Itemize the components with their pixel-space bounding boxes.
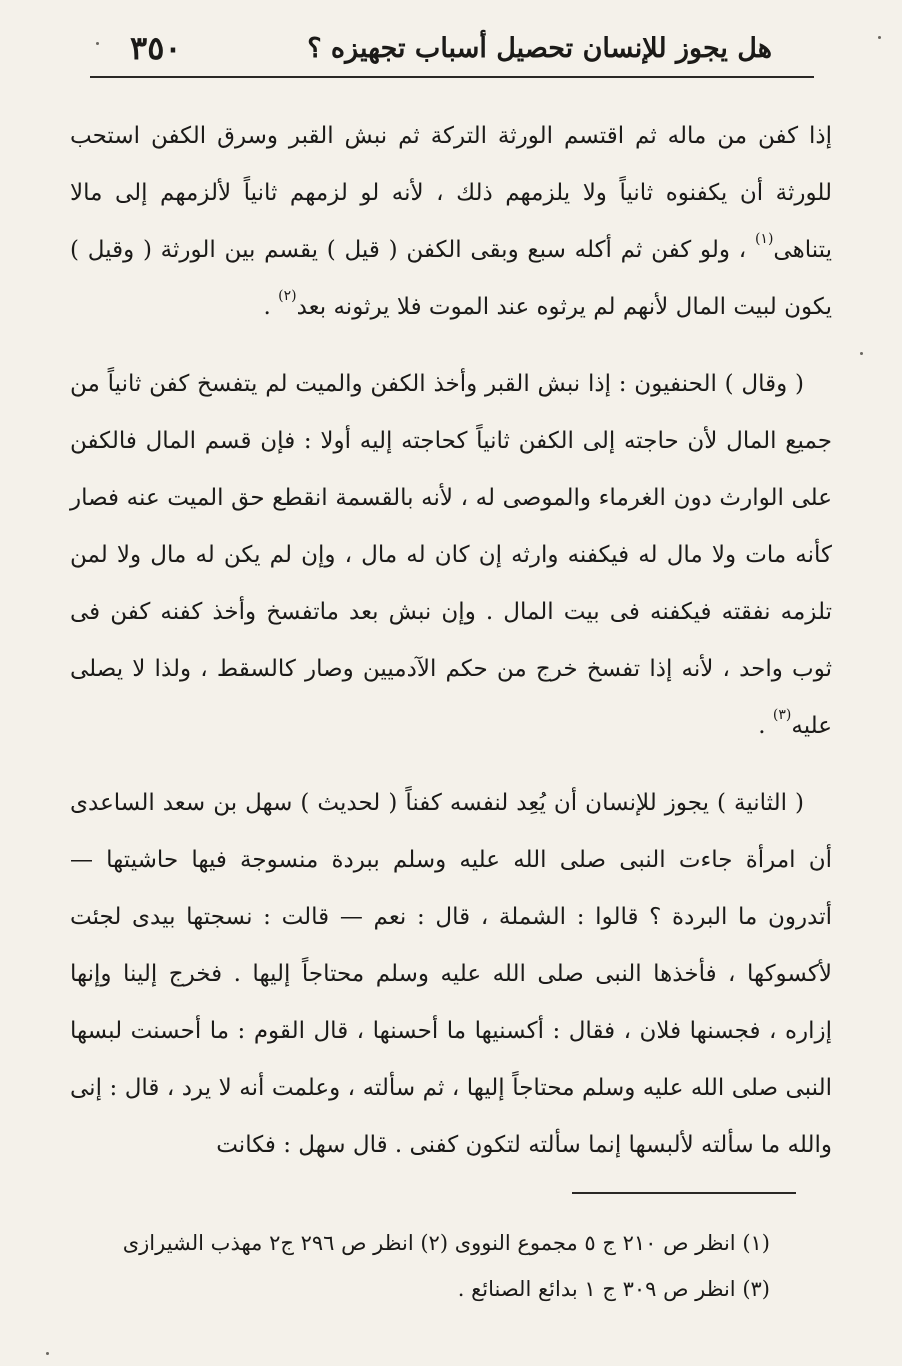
- header-rule: [90, 76, 814, 78]
- paragraph-2-text: ( وقال ) الحنفيون : إذا نبش القبر وأخذ الكفن والميت لم يتفسخ كفن ثانياً من جميع المال لأن حاجته إلى الكفن ثانياً كحاجته إليه أولا : فإن قسم المال فالكفن على الوارث دون الغرماء والموصى له ، لأنه بالقسمة انقطع حق الميت عنه فصار كأنه مات ولا مال له فيكفنه وارثه إن كان له مال ، وإن لم يكن له مال ولا لمن تلزمه نفقته فيكفنه فى بيت المال . وإن نبش بعد ماتفسخ وأخذ كفنه كفن فى ثوب واحد ، لأنه إذا تفسخ خرج من حكم الآدميين وصار كالسقط ، ولذا لا يصلى عليه: [70, 371, 832, 739]
- footnote-rule: [572, 1192, 796, 1194]
- paper-speck: [96, 42, 99, 45]
- footnote-ref-1: (١): [754, 231, 774, 247]
- page-number: ٣٥٠: [130, 29, 182, 67]
- paragraph-3-text: ( الثانية ) يجوز للإنسان أن يُعِد لنفسه كفناً ( لحديث ) سهل بن سعد الساعدى أن امرأة جاءت النبى صلى الله عليه وسلم ببردة منسوجة فيها حاشيتها — أتدرون ما البردة ؟ قالوا : الشملة ، قال : نعم — قالت : نسجتها بيدى لجئت لأكسوكها ، فأخذها النبى صلى الله عليه وسلم محتاجاً إليها . فخرج إلينا وإنها إزاره ، فجسنها فلان ، فقال : أكسنيها ما أحسنها ، قال القوم : ما أحسنت لبسها النبى صلى الله عليه وسلم محتاجاً إليها ، ثم سألته ، وعلمت أنه لا يرد ، قال : إنى والله ما سألته لألبسها إنما سألته لتكون كفنى . قال سهل : فكانت: [70, 790, 832, 1158]
- paragraph-3: [70, 775, 832, 1174]
- footnote-ref-3: (٣): [772, 707, 792, 723]
- paragraph-1-end: .: [263, 294, 271, 320]
- footnote-line-2: (٣) انظر ص ٣٠٩ ج ١ بدائع الصنائع .: [457, 1277, 770, 1301]
- running-title: هل يجوز للإنسان تحصيل أسباب تجهيزه ؟: [307, 32, 772, 64]
- paper-speck: [878, 36, 881, 39]
- running-head: [130, 28, 772, 68]
- footnote-ref-2: (٢): [278, 288, 297, 304]
- footnote-line-1: (١) انظر ص ٢١٠ ج ٥ مجموع النووى (٢) انظر ص ٢٩٦ ج٢ مهذب الشيرازى: [122, 1231, 770, 1255]
- footnotes: [60, 1220, 770, 1312]
- paragraph-2-end: .: [758, 713, 766, 739]
- paragraph-1-text-cont: ، ولو كفن ثم أكله سبع وبقى الكفن ( قيل ) يقسم بين الورثة ( وقيل ) يكون لبيت المال لأنهم لم يرثوه عند الموت فلا يرثونه بعد: [70, 237, 832, 320]
- main-text: [70, 108, 832, 1194]
- paragraph-2: [70, 356, 832, 755]
- paragraph-1-text: إذا كفن من ماله ثم اقتسم الورثة التركة ثم نبش القبر وسرق الكفن استحب للورثة أن يكفنوه ثانياً ولا يلزمهم ذلك ، لأنه لو لزمهم ثانياً لألزمهم إلى مالا يتناهى: [70, 123, 833, 263]
- paper-speck: [46, 1352, 49, 1355]
- paper-speck: [860, 352, 863, 355]
- paragraph-1: [70, 108, 832, 336]
